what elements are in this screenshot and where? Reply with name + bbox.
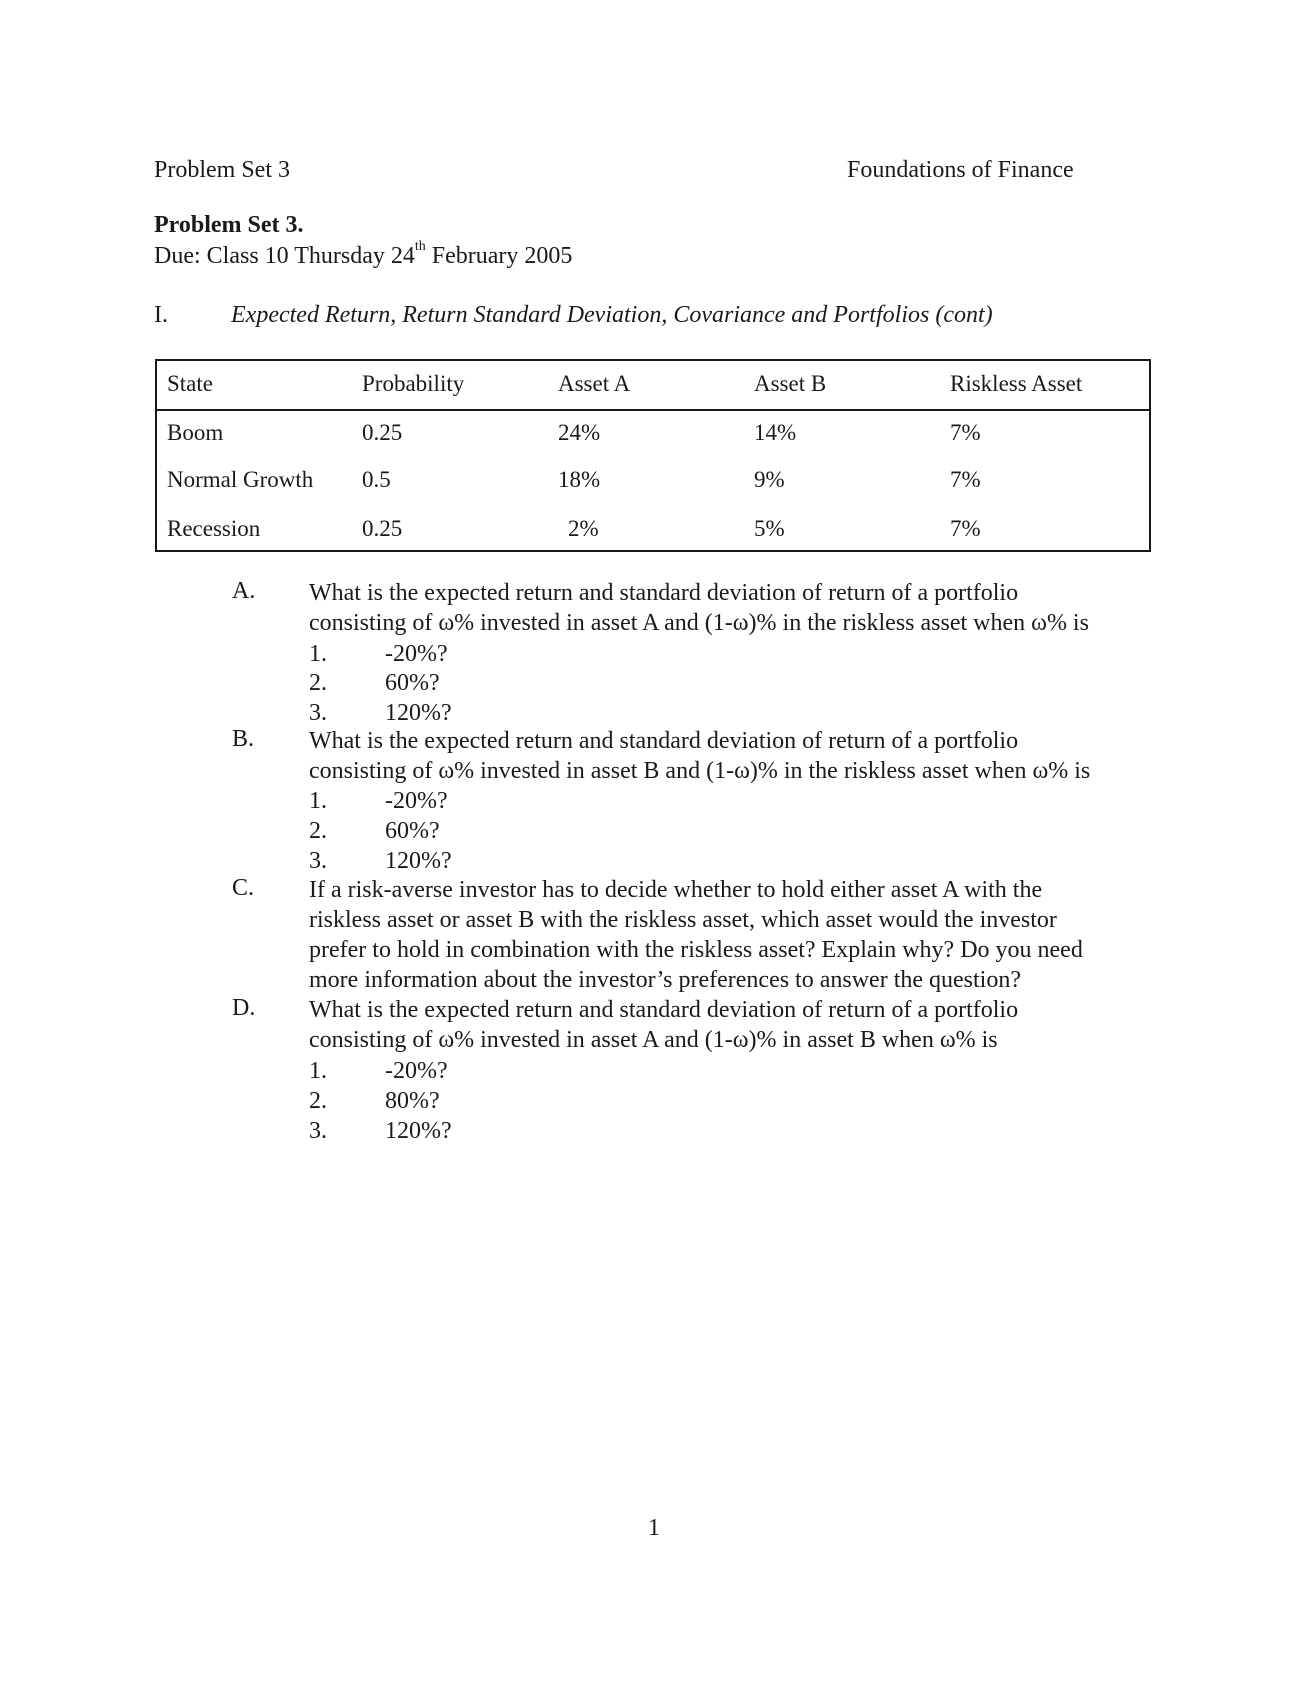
table-cell: 24%: [558, 420, 601, 445]
table-header-cell: Asset B: [754, 371, 827, 396]
subitem-number: 3.: [309, 848, 327, 874]
subitem-number: 1.: [309, 1058, 327, 1084]
table-cell: 2%: [568, 516, 599, 541]
table-header-cell: Probability: [362, 371, 465, 396]
table-header-cell: State: [167, 371, 213, 396]
subitem-value: 120%?: [385, 848, 452, 874]
question-line: What is the expected return and standard deviation of return of a portfolio: [309, 997, 1019, 1023]
question-line: prefer to hold in combination with the riskless asset? Explain why? Do you need: [309, 937, 1083, 963]
table-cell: Recession: [167, 516, 261, 541]
subitem-value: 120%?: [385, 1118, 452, 1144]
subitem-value: -20%?: [385, 1058, 448, 1084]
question-line: What is the expected return and standard deviation of return of a portfolio: [309, 580, 1019, 606]
subitem-value: 80%?: [385, 1088, 440, 1114]
table-header-divider: [157, 409, 1149, 411]
page-number: 1: [648, 1515, 660, 1541]
returns-table: [155, 359, 1151, 552]
table-cell: 5%: [754, 516, 785, 541]
subitem-value: 60%?: [385, 670, 440, 696]
due-date: [154, 239, 573, 270]
subitem-number: 2.: [309, 1088, 327, 1114]
due-date-prefix: Due: Class 10 Thursday 24: [154, 243, 415, 269]
subitem-number: 3.: [309, 700, 327, 726]
question-line: consisting of ω% invested in asset A and (1-ω)% in the riskless asset when ω% is: [309, 610, 1089, 636]
table-cell: 18%: [558, 467, 601, 492]
section-title: Expected Return, Return Standard Deviation, Covariance and Portfolios (cont): [231, 302, 993, 328]
question-line: more information about the investor’s preferences to answer the question?: [309, 967, 1021, 993]
question-b-label: B.: [232, 726, 255, 752]
question-d-label: D.: [232, 995, 256, 1021]
table-cell: Boom: [167, 420, 224, 445]
due-date-ordinal: th: [414, 239, 426, 254]
table-cell: 7%: [950, 467, 981, 492]
table-cell: Normal Growth: [167, 467, 314, 492]
question-line: What is the expected return and standard deviation of return of a portfolio: [309, 728, 1019, 754]
question-b-text: [309, 726, 1159, 786]
due-date-suffix: February 2005: [425, 243, 573, 269]
table-header-cell: Asset A: [558, 371, 631, 396]
document-title: Problem Set 3.: [154, 212, 304, 238]
question-line: riskless asset or asset B with the riskless asset, which asset would the investor: [309, 907, 1057, 933]
subitem-number: 2.: [309, 670, 327, 696]
table-cell: 9%: [754, 467, 785, 492]
subitem-value: -20%?: [385, 788, 448, 814]
subitem-value: 60%?: [385, 818, 440, 844]
question-c-text: [309, 875, 1159, 995]
running-header-right: Foundations of Finance: [847, 157, 1074, 183]
subitem-number: 2.: [309, 818, 327, 844]
question-line: consisting of ω% invested in asset A and (1-ω)% in asset B when ω% is: [309, 1027, 998, 1053]
question-line: If a risk-averse investor has to decide whether to hold either asset A with the: [309, 877, 1043, 903]
table-cell: 0.25: [362, 420, 403, 445]
table-cell: 0.25: [362, 516, 403, 541]
question-a-label: A.: [232, 578, 256, 604]
table-cell: 7%: [950, 420, 981, 445]
running-header-left: Problem Set 3: [154, 157, 290, 183]
subitem-value: 120%?: [385, 700, 452, 726]
table-cell: 14%: [754, 420, 797, 445]
subitem-number: 1.: [309, 641, 327, 667]
table-header-cell: Riskless Asset: [950, 371, 1083, 396]
table-cell: 0.5: [362, 467, 391, 492]
table-cell: 7%: [950, 516, 981, 541]
section-number: I.: [154, 302, 168, 328]
subitem-value: -20%?: [385, 641, 448, 667]
question-c-label: C.: [232, 875, 255, 901]
question-a-text: [309, 578, 1159, 638]
subitem-number: 1.: [309, 788, 327, 814]
question-line: consisting of ω% invested in asset B and (1-ω)% in the riskless asset when ω% is: [309, 758, 1091, 784]
question-d-text: [309, 995, 1159, 1055]
subitem-number: 3.: [309, 1118, 327, 1144]
